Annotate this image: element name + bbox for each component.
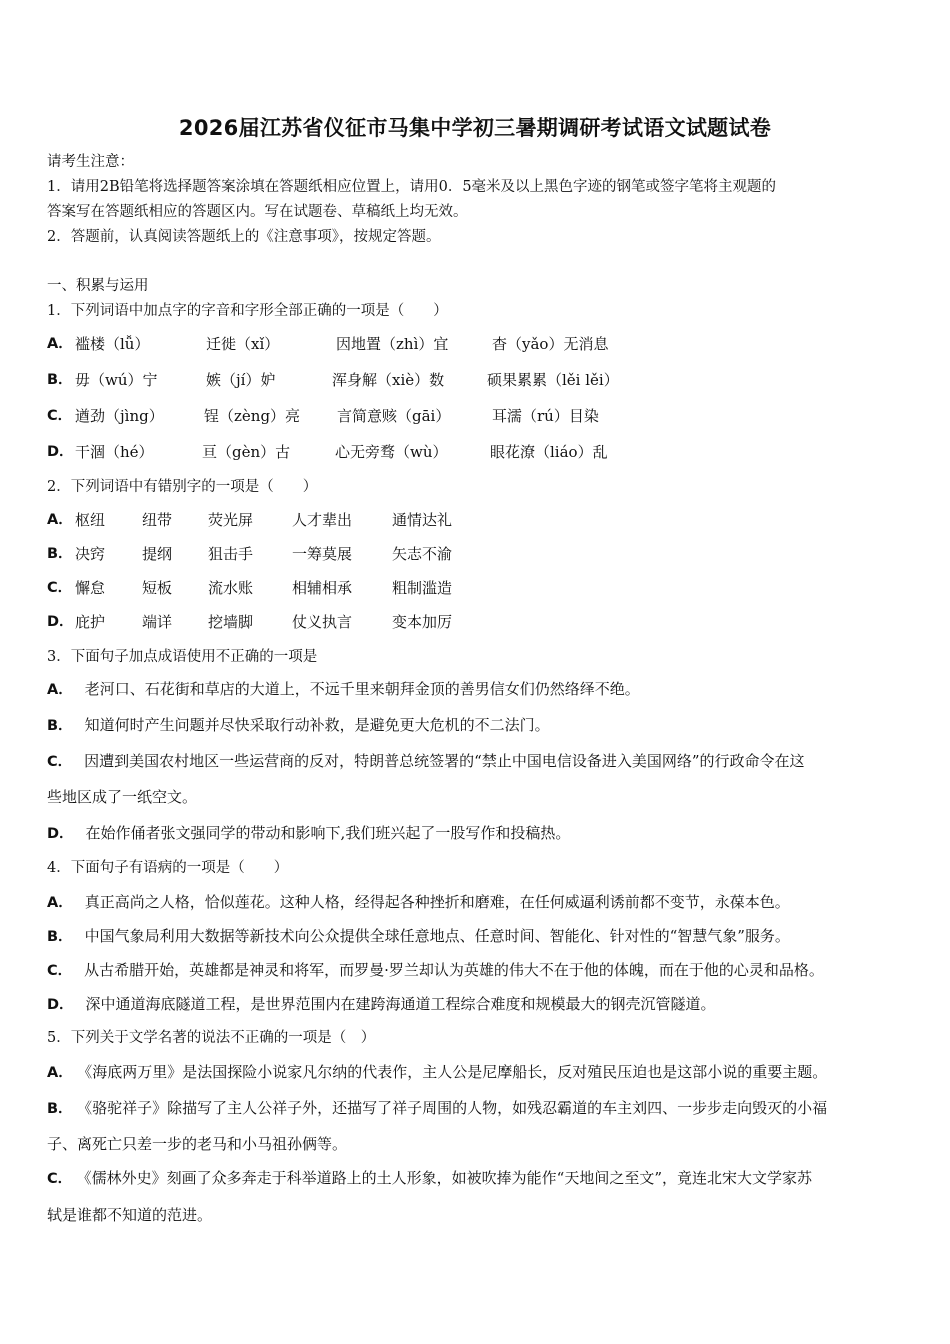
option-item: 荧光屏	[208, 511, 254, 529]
q5-option-b-cont: 子、离死亡只差一步的老马和小马祖孙俩等。	[47, 1135, 348, 1153]
q5-option-a	[47, 1061, 907, 1084]
option-text: 中国气象局利用大数据等新技术向公众提供全球任意地点、任意时间、智能化、针对性的“智慧气象”服务。	[84, 927, 790, 945]
option-label: C．	[47, 1171, 73, 1187]
option-label: B．	[47, 1101, 73, 1117]
option-item: 矢志不渝	[392, 545, 453, 563]
question-4-stem: 4．下面句子有语病的一项是（ ）	[47, 860, 289, 876]
q4-option-d	[47, 993, 907, 1016]
option-item: 流水账	[208, 579, 254, 597]
option-item: 亘（gèn）古	[202, 443, 291, 461]
question-2-stem: 2．下列词语中有错别字的一项是（ ）	[47, 479, 318, 495]
option-item: 褴楼（lǚ）	[75, 335, 150, 353]
q3-option-c	[47, 750, 907, 773]
option-text: 因遭到美国农村地区一些运营商的反对，特朗普总统签署的“禁止中国电信设备进入美国网络”的行政命令在这	[84, 752, 805, 770]
q3-option-d	[47, 822, 907, 845]
option-item: 粗制滥造	[392, 579, 453, 597]
question-3-stem: 3．下面句子加点成语使用不正确的一项是	[47, 649, 318, 665]
option-item: 因地置（zhì）宜	[336, 335, 449, 353]
option-item: 干涸（hé）	[75, 443, 154, 461]
option-item: 仗义执言	[292, 613, 353, 631]
q3-option-b	[47, 714, 907, 737]
option-item: 心无旁骛（wù）	[335, 443, 448, 461]
option-label: B．	[47, 372, 73, 388]
option-label: C．	[47, 754, 73, 770]
option-text: 知道何时产生问题并尽快采取行动补救，是避免更大危机的不二法门。	[84, 716, 550, 734]
q4-option-b	[47, 925, 907, 948]
option-item: 嫉（jí）妒	[206, 371, 276, 389]
option-item: 浑身解（xiè）数	[332, 371, 445, 389]
option-item: 庇护	[75, 613, 106, 631]
option-text: 《海底两万里》是法国探险小说家凡尔纳的代表作，主人公是尼摩船长，反对殖民压迫也是这部小说的重要主题。	[84, 1063, 828, 1081]
option-label: C．	[47, 408, 73, 424]
option-text: 从古希腊开始，英雄都是神灵和将军，而罗曼·罗兰却认为英雄的伟大不在于他的体魄，而在于他的心灵和品格。	[84, 961, 824, 979]
option-item: 迁徙（xǐ）	[206, 335, 280, 353]
option-text: 在始作俑者张文强同学的带动和影响下,我们班兴起了一股写作和投稿热。	[85, 824, 571, 842]
option-item: 纽带	[142, 511, 173, 529]
option-item: 一筹莫展	[292, 545, 353, 563]
option-item: 懈怠	[75, 579, 106, 597]
q5-option-c	[47, 1167, 907, 1190]
option-label: D．	[47, 826, 74, 842]
option-item: 人才辈出	[292, 511, 353, 529]
option-label: A．	[47, 512, 73, 528]
notice-line-1: 1．请用2B铅笔将选择题答案涂填在答题纸相应位置上，请用0．5毫米及以上黑色字迹的钢笔或签字笔将主观题的	[47, 179, 777, 195]
option-text: 深中通道海底隧道工程，是世界范围内在建跨海通道工程综合难度和规模最大的钢壳沉管隧道。	[85, 995, 716, 1013]
option-label: D．	[47, 614, 74, 630]
option-label: D．	[47, 444, 74, 460]
option-item: 枢纽	[75, 511, 106, 529]
q5-option-c-cont: 轼是谁都不知道的范进。	[47, 1206, 213, 1224]
option-label: B．	[47, 546, 73, 562]
option-item: 挖墙脚	[208, 613, 254, 631]
question-1-stem: 1．下列词语中加点字的字音和字形全部正确的一项是（ ）	[47, 303, 448, 319]
q4-option-c	[47, 959, 907, 982]
option-label: A．	[47, 682, 73, 698]
option-item: 遒劲（jìng）	[75, 407, 164, 425]
option-item: 杳（yǎo）无消息	[492, 335, 609, 353]
option-label: A．	[47, 1065, 73, 1081]
option-item: 提纲	[142, 545, 173, 563]
section-heading: 一、积累与运用	[47, 278, 149, 294]
q3-option-a	[47, 678, 907, 701]
option-item: 耳濡（rú）目染	[492, 407, 599, 425]
option-item: 相辅相承	[292, 579, 353, 597]
page-title: 2026届江苏省仪征市马集中学初三暑期调研考试语文试题试卷	[178, 116, 772, 140]
option-label: A．	[47, 336, 73, 352]
option-item: 狙击手	[208, 545, 254, 563]
option-item: 变本加厉	[392, 613, 453, 631]
option-item: 短板	[142, 579, 173, 597]
option-label: A．	[47, 895, 73, 911]
option-text: 《骆驼祥子》除描写了主人公祥子外，还描写了祥子周围的人物，如残忍霸道的车主刘四、一步步走向毁灭的小福	[84, 1099, 828, 1117]
option-item: 通情达礼	[392, 511, 453, 529]
notice-line-2: 答案写在答题纸相应的答题区内。写在试题卷、草稿纸上均无效。	[47, 204, 468, 220]
option-item: 言简意赅（gāi）	[337, 407, 451, 425]
option-label: C．	[47, 580, 73, 596]
option-text: 老河口、石花街和草店的大道上，不远千里来朝拜金顶的善男信女们仍然络绎不绝。	[84, 680, 640, 698]
notice-heading: 请考生注意：	[47, 154, 134, 170]
notice-line-3: 2．答题前，认真阅读答题纸上的《注意事项》，按规定答题。	[47, 229, 441, 245]
option-item: 毋（wú）宁	[75, 371, 158, 389]
option-item: 眼花潦（liáo）乱	[490, 443, 608, 461]
option-item: 硕果累累（lěi lěi）	[487, 371, 619, 389]
option-label: B．	[47, 718, 73, 734]
option-item: 端详	[142, 613, 173, 631]
option-label: D．	[47, 997, 74, 1013]
option-item: 决窍	[75, 545, 106, 563]
option-label: B．	[47, 929, 73, 945]
option-label: C．	[47, 963, 73, 979]
option-text: 《儒林外史》刻画了众多奔走于科举道路上的土人形象，如被吹捧为能作“天地间之至文”，竟连北宋大文学家苏	[84, 1169, 812, 1187]
option-item: 锃（zèng）亮	[204, 407, 301, 425]
option-text: 真正高尚之人格，恰似莲花。这种人格，经得起各种挫折和磨难，在任何威逼利诱前都不变节，永葆本色。	[84, 893, 790, 911]
q5-option-b	[47, 1097, 907, 1120]
question-5-stem: 5．下列关于文学名著的说法不正确的一项是（ ）	[47, 1030, 376, 1046]
q4-option-a	[47, 891, 907, 914]
q3-option-c-cont: 些地区成了一纸空文。	[47, 788, 198, 806]
